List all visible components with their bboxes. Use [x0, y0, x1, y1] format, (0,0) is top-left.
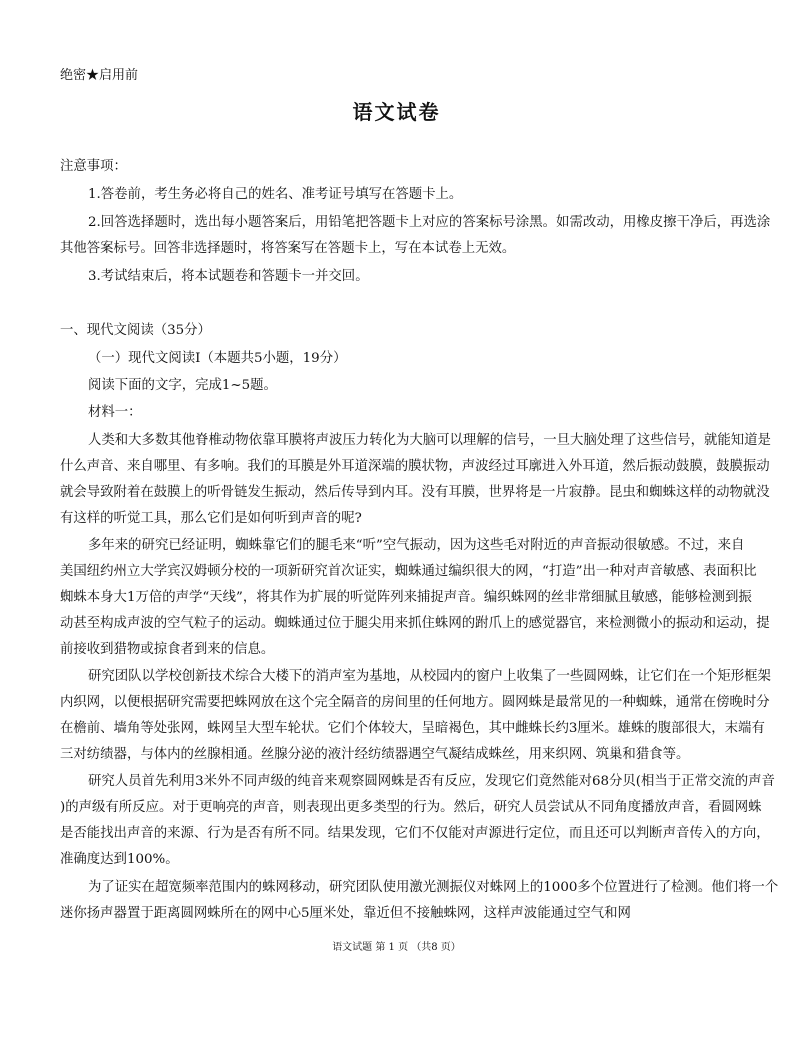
notice-heading: 注意事项： [60, 159, 127, 174]
body-line: 有这样的听觉工具，那么它们是如何听到声音的呢? [60, 511, 362, 526]
section-heading: 一、现代文阅读（35分） [60, 323, 211, 338]
notice-item: 3.考试结束后，将本试题卷和答题卡一并交回。 [88, 269, 369, 284]
confidential-mark: 绝密★启用前 [60, 68, 139, 83]
page-footer: 语文试题 第 1 页 （共8 页） [332, 942, 461, 953]
body-line: 人类和大多数其他脊椎动物依靠耳膜将声波压力转化为大脑可以理解的信号，一旦大脑处理了这些信号，就能知道是 [88, 433, 771, 448]
body-line: 什么声音、来自哪里、有多响。我们的耳膜是外耳道深端的膜状物，声波经过耳廓进入外耳道，然后振动鼓膜，鼓膜振动 [60, 459, 770, 474]
body-line: 在檐前、墙角等处张网，蛛网呈大型车轮状。它们个体较大，呈暗褐色，其中雌蛛长约3厘米。雄蛛的腹部很大，末端有 [60, 721, 765, 736]
body-line: 内织网，以便根据研究需要把蛛网放在这个完全隔音的房间里的任何地方。圆网蛛是最常见的一种蜘蛛，通常在傍晚时分 [60, 695, 770, 710]
body-line: 研究团队以学校创新技术综合大楼下的消声室为基地，从校园内的窗户上收集了一些圆网蛛，让它们在一个矩形框架 [88, 669, 771, 684]
material-label: 材料一： [88, 405, 142, 420]
body-line: 为了证实在超宽频率范围内的蛛网移动，研究团队使用激光测振仪对蛛网上的1000多个位置进行了检测。他们将一个 [88, 880, 779, 895]
body-line: 就会导致附着在鼓膜上的听骨链发生振动，然后传导到内耳。没有耳膜，世界将是一片寂静。昆虫和蜘蛛这样的动物就没 [60, 485, 770, 500]
body-line: 美国纽约州立大学宾汉姆顿分校的一项新研究首次证实，蜘蛛通过编织很大的网，“打造”出一种对声音敏感、表面积比 [60, 564, 757, 579]
body-line: 准确度达到100%。 [60, 852, 179, 867]
body-line: )的声级有所反应。对于更响亮的声音，则表现出更多类型的行为。然后，研究人员尝试从不同角度播放声音，看圆网蛛 [60, 800, 762, 815]
notice-item: 2.回答选择题时，选出每小题答案后，用铅笔把答题卡上对应的答案标号涂黑。如需改动，用橡皮擦干净后，再选涂 [88, 215, 771, 230]
instruction-text: 阅读下面的文字，完成1~5题。 [88, 378, 277, 393]
page-title: 语文试卷 [352, 100, 441, 124]
body-line: 是否能找出声音的来源、行为是否有所不同。结果发现，它们不仅能对声源进行定位，而且还可以判断声音传入的方向， [60, 826, 770, 841]
subsection-heading: （一）现代文阅读Ⅰ（本题共5小题，19分） [88, 351, 347, 366]
body-line: 蜘蛛本身大1万倍的声学“天线”，将其作为扩展的听觉阵列来捕捉声音。编织蛛网的丝非常细腻且敏感，能够检测到振 [60, 590, 752, 605]
body-line: 研究人员首先利用3米外不同声级的纯音来观察圆网蛛是否有反应，发现它们竟然能对68分贝(相当于正常交流的声音 [88, 774, 775, 789]
body-line: 动甚至构成声波的空气粒子的运动。蜘蛛通过位于腿尖用来抓住蛛网的跗爪上的感觉器官，来检测微小的振动和运动，提 [60, 616, 770, 631]
body-line: 前接收到猎物或掠食者到来的信息。 [60, 642, 275, 657]
notice-item: 其他答案标号。回答非选择题时，将答案写在答题卡上，写在本试卷上无效。 [60, 241, 516, 256]
body-line: 三对纺绩器，与体内的丝腺相通。丝腺分泌的液汁经纺绩器遇空气凝结成蛛丝，用来织网、筑巢和猎食等。 [60, 747, 690, 762]
notice-item: 1.答卷前，考生务必将自己的姓名、准考证号填写在答题卡上。 [88, 187, 463, 202]
body-line: 迷你扬声器置于距离圆网蛛所在的网中心5厘米处，靠近但不接触蛛网，这样声波能通过空气和网 [60, 906, 631, 921]
body-line: 多年来的研究已经证明，蜘蛛靠它们的腿毛来“听”空气振动，因为这些毛对附近的声音振动很敏感。不过，来自 [88, 538, 745, 553]
